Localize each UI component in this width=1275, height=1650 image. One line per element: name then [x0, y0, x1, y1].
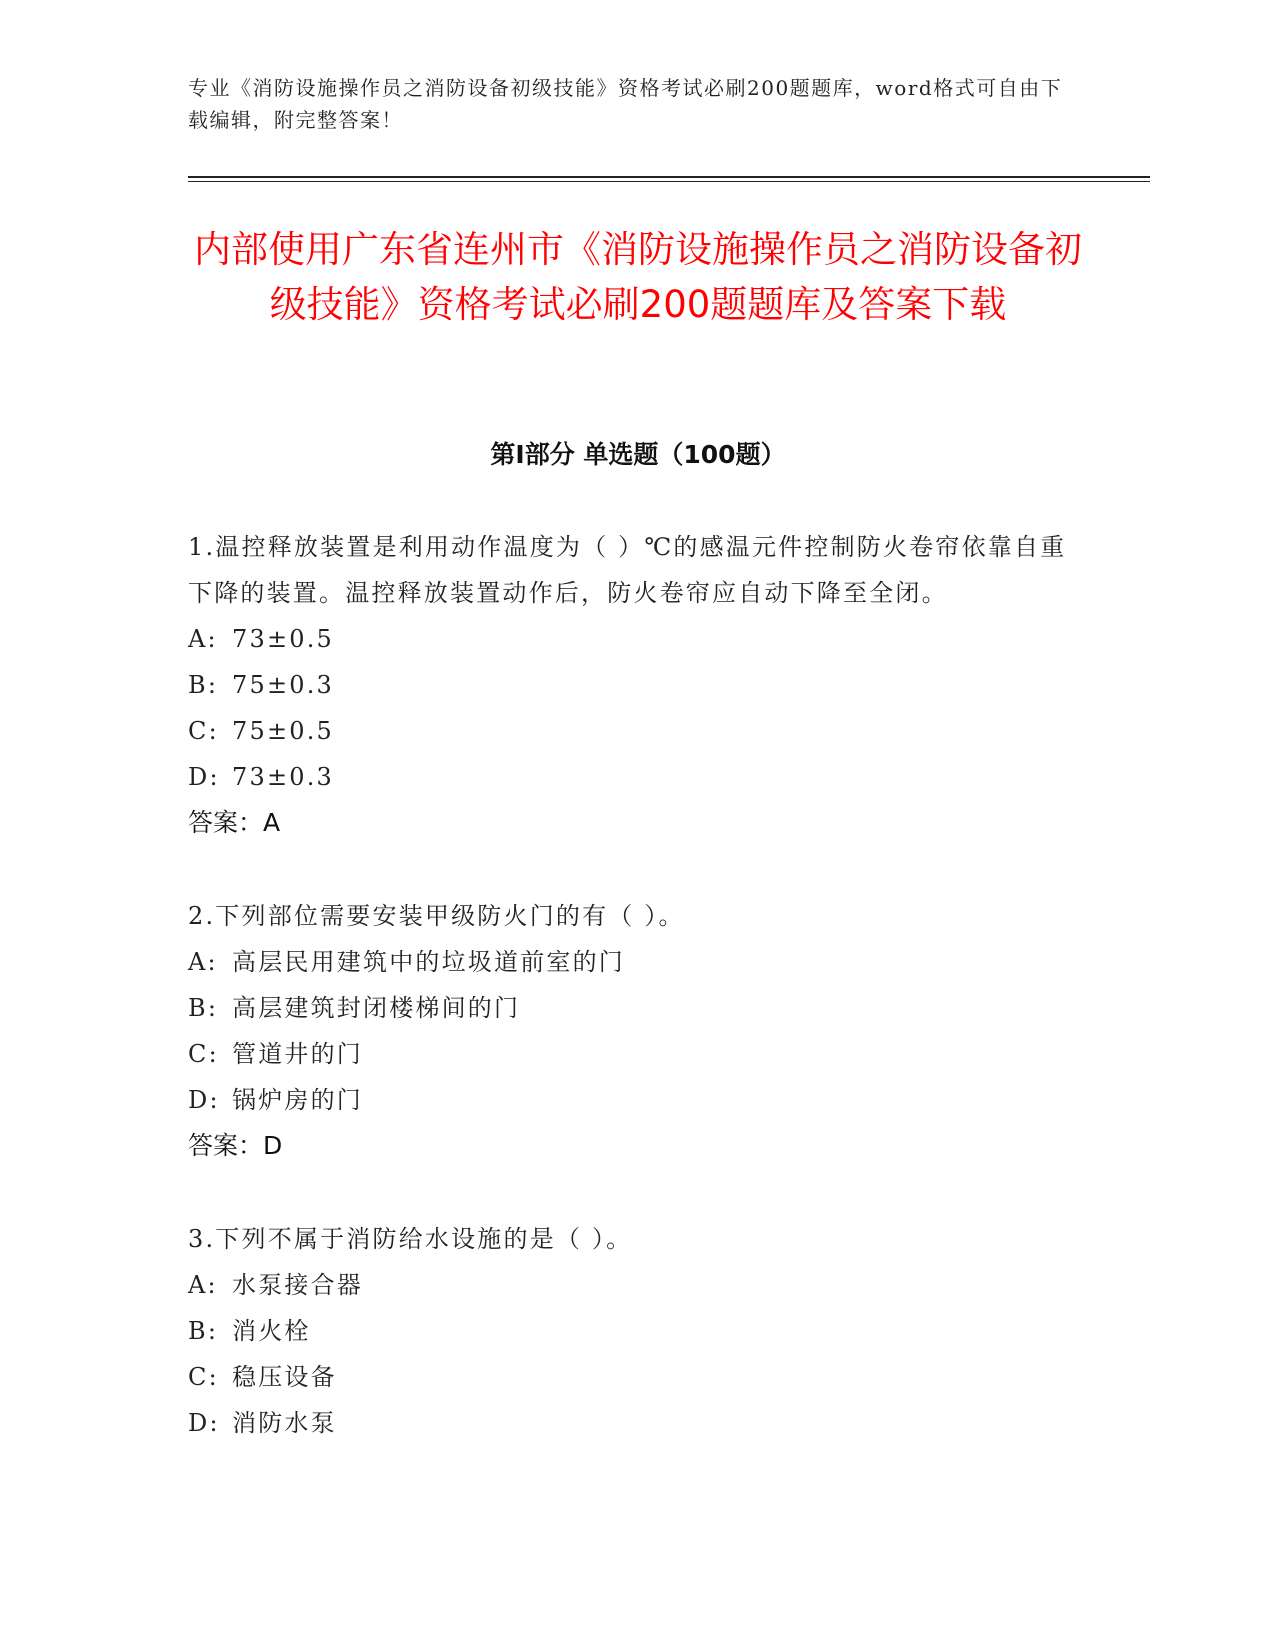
option-letter: A:: [188, 1271, 218, 1299]
option-letter: B:: [188, 994, 219, 1022]
option-letter: A:: [188, 625, 218, 653]
option-text: 73±0.5: [232, 625, 335, 653]
option-text: 75±0.5: [232, 717, 335, 745]
option-letter: C:: [188, 1040, 219, 1068]
option-c: [188, 1031, 1068, 1077]
option-text: 稳压设备: [232, 1363, 337, 1391]
question-stem: 2.下列部位需要安装甲级防火门的有（ ）。: [188, 902, 685, 930]
header-rule-thick: [188, 176, 1150, 178]
answer-line: 答案：A: [188, 808, 281, 837]
question-3: [188, 1216, 1068, 1446]
option-b: [188, 662, 1068, 708]
option-letter: B:: [188, 671, 219, 699]
option-b: [188, 1308, 1068, 1354]
option-d: [188, 1077, 1068, 1123]
question-1: [188, 524, 1068, 846]
option-text: 高层民用建筑中的垃圾道前室的门: [232, 948, 625, 976]
header-rule-thin: [188, 181, 1150, 182]
option-c: [188, 708, 1068, 754]
option-letter: D:: [188, 1409, 220, 1437]
option-text: 锅炉房的门: [232, 1086, 363, 1114]
question-stem: 1.温控释放装置是利用动作温度为（ ）℃的感温元件控制防火卷帘依靠自重下降的装置。温控释放装置动作后，防火卷帘应自动下降至全闭。: [188, 533, 1067, 607]
option-b: [188, 985, 1068, 1031]
option-d: [188, 754, 1068, 800]
option-letter: C:: [188, 1363, 219, 1391]
option-letter: B:: [188, 1317, 219, 1345]
option-d: [188, 1400, 1068, 1446]
document-title: 内部使用广东省连州市《消防设施操作员之消防设备初级技能》资格考试必刷200题题库及答案下载: [194, 228, 1082, 326]
answer-line: 答案：D: [188, 1131, 283, 1160]
option-text: 75±0.3: [232, 671, 335, 699]
option-text: 消防水泵: [232, 1409, 337, 1437]
option-text: 消火栓: [232, 1317, 311, 1345]
option-text: 73±0.3: [232, 763, 335, 791]
option-letter: C:: [188, 717, 219, 745]
option-text: 水泵接合器: [232, 1271, 363, 1299]
option-a: [188, 1262, 1068, 1308]
option-a: [188, 616, 1068, 662]
header-note: 专业《消防设施操作员之消防设备初级技能》资格考试必刷200题题库，word格式可自由下载编辑，附完整答案！: [188, 76, 1063, 132]
option-a: [188, 939, 1068, 985]
question-2: [188, 893, 1068, 1169]
option-letter: D:: [188, 1086, 220, 1114]
option-c: [188, 1354, 1068, 1400]
question-list: [188, 524, 1068, 1493]
section-heading: 第Ⅰ部分 单选题（100题）: [490, 440, 786, 469]
option-text: 高层建筑封闭楼梯间的门: [232, 994, 521, 1022]
option-text: 管道井的门: [232, 1040, 363, 1068]
option-letter: D:: [188, 763, 220, 791]
question-stem: 3.下列不属于消防给水设施的是（ ）。: [188, 1225, 633, 1253]
option-letter: A:: [188, 948, 218, 976]
